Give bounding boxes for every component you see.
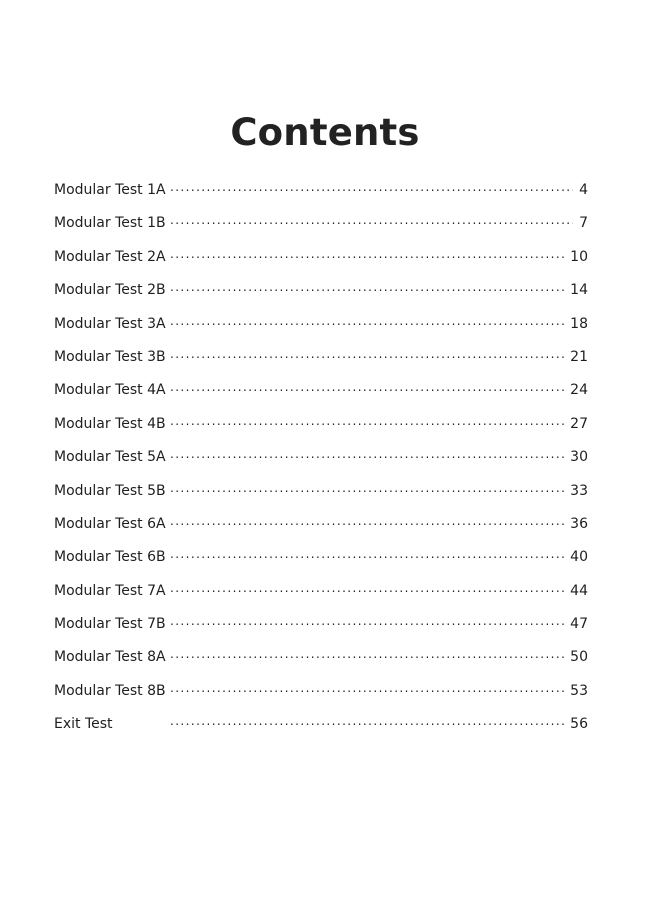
- toc-entry[interactable]: [54, 412, 588, 445]
- toc-dot-leader: [170, 614, 564, 628]
- toc-entry-label: Exit Test: [54, 716, 113, 733]
- toc-entry-label: Modular Test 8A: [54, 649, 166, 666]
- toc-page-number: 44: [570, 582, 588, 599]
- toc-entry-label: Modular Test 2A: [54, 248, 166, 265]
- toc-page-number: 47: [570, 616, 588, 633]
- toc-page-number: 27: [570, 415, 588, 432]
- toc-dot-leader: [170, 547, 564, 561]
- toc-dot-leader: [170, 714, 564, 728]
- toc-entry[interactable]: [54, 712, 588, 745]
- toc-page-number: 36: [570, 515, 588, 532]
- toc-dot-leader: [170, 514, 564, 528]
- toc-entry[interactable]: [54, 178, 588, 211]
- toc-dot-leader: [170, 581, 564, 595]
- toc-entry[interactable]: [54, 445, 588, 478]
- toc-page-number: 30: [570, 449, 588, 466]
- toc-page-number: 56: [570, 716, 588, 733]
- toc-entry[interactable]: [54, 312, 588, 345]
- toc-dot-leader: [170, 280, 564, 294]
- toc-entry-label: Modular Test 5A: [54, 449, 166, 466]
- toc-dot-leader: [170, 247, 564, 261]
- toc-entry-label: Modular Test 4A: [54, 382, 166, 399]
- toc-entry-label: Modular Test 8B: [54, 682, 166, 699]
- toc-page-number: 33: [570, 482, 588, 499]
- toc-dot-leader: [170, 481, 564, 495]
- toc-entry-label: Modular Test 7A: [54, 582, 166, 599]
- toc-page-number: 40: [570, 549, 588, 566]
- toc-entry-label: Modular Test 3B: [54, 348, 166, 365]
- toc-dot-leader: [170, 180, 573, 194]
- toc-entry-label: Modular Test 6A: [54, 515, 166, 532]
- toc-entry-label: Modular Test 1B: [54, 215, 166, 232]
- toc-dot-leader: [170, 314, 564, 328]
- toc-entry[interactable]: [54, 612, 588, 645]
- toc-entry[interactable]: [54, 579, 588, 612]
- toc-page-number: 53: [570, 682, 588, 699]
- toc-entry-label: Modular Test 4B: [54, 415, 166, 432]
- toc-entry[interactable]: [54, 378, 588, 411]
- toc-page-number: 4: [579, 182, 588, 198]
- toc-page-number: 18: [570, 315, 588, 332]
- toc-entry[interactable]: [54, 278, 588, 311]
- toc-page-number: 24: [570, 382, 588, 399]
- toc-entry-label: Modular Test 7B: [54, 616, 166, 633]
- toc-page-number: 50: [570, 649, 588, 666]
- toc-dot-leader: [170, 681, 564, 695]
- toc-entry[interactable]: [54, 512, 588, 545]
- toc-entry[interactable]: [54, 211, 588, 244]
- toc-dot-leader: [170, 414, 564, 428]
- toc-dot-leader: [170, 647, 564, 661]
- table-of-contents: [54, 178, 588, 746]
- toc-entry-label: Modular Test 2B: [54, 282, 166, 299]
- toc-dot-leader: [170, 213, 573, 227]
- toc-entry-label: Modular Test 3A: [54, 315, 166, 332]
- toc-dot-leader: [170, 380, 564, 394]
- toc-entry[interactable]: [54, 345, 588, 378]
- toc-dot-leader: [170, 347, 564, 361]
- toc-page-number: 10: [570, 248, 588, 265]
- toc-entry-label: Modular Test 5B: [54, 482, 166, 499]
- toc-page-number: 7: [579, 215, 588, 232]
- toc-entry-label: Modular Test 1A: [54, 182, 166, 198]
- toc-entry[interactable]: [54, 679, 588, 712]
- toc-page-number: 21: [570, 348, 588, 365]
- toc-entry[interactable]: [54, 479, 588, 512]
- toc-entry[interactable]: [54, 545, 588, 578]
- toc-entry[interactable]: [54, 645, 588, 678]
- toc-entry-label: Modular Test 6B: [54, 549, 166, 566]
- toc-page-number: 14: [570, 282, 588, 299]
- toc-entry[interactable]: [54, 245, 588, 278]
- toc-dot-leader: [170, 447, 564, 461]
- page-title: Contents: [230, 111, 420, 154]
